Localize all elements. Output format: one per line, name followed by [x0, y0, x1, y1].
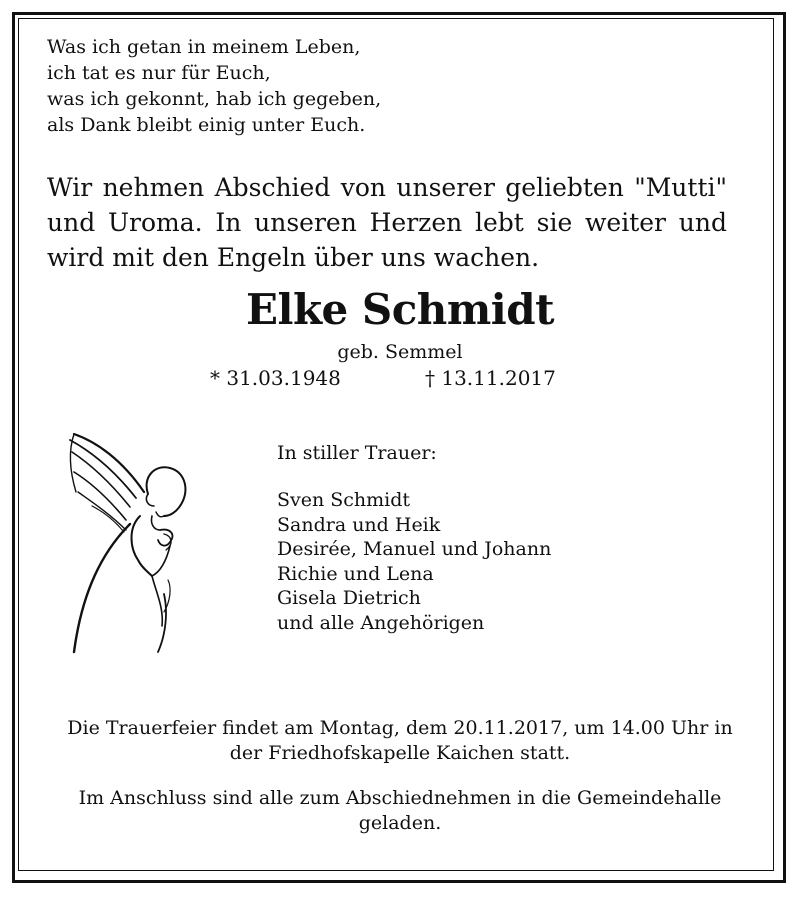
funeral-info — [50, 716, 750, 856]
ceremony-text: Die Trauerfeier findet am Montag, dem 20.11.2017, um 14.00 Uhr in der Friedhofskapelle Kaichen statt. — [67, 717, 733, 764]
farewell-text: Wir nehmen Abschied von unserer geliebten "Mutti" und Uroma. In unseren Herzen lebt sie weiter und wird mit den Engeln über uns wachen. — [47, 173, 727, 272]
poem-line: Was ich getan in meinem Leben, — [47, 36, 361, 58]
poem-line: was ich gekonnt, hab ich gegeben, — [47, 88, 382, 110]
deceased-name: Elke Schmidt — [245, 285, 554, 334]
poem-line: ich tat es nur für Euch, — [47, 62, 271, 84]
mourner-name: Sandra und Heik — [277, 513, 441, 536]
poem-line: als Dank bleibt einig unter Euch. — [47, 114, 366, 136]
mourner-name: und alle Angehörigen — [277, 611, 485, 634]
poem — [47, 34, 381, 138]
mourner-name: Sven Schmidt — [277, 489, 411, 511]
birth-name: geb. Semmel — [337, 341, 463, 363]
death-date: † 13.11.2017 — [425, 366, 556, 390]
reception-text: Im Anschluss sind alle zum Abschiednehmen in die Gemeindehalle geladen. — [78, 787, 722, 834]
mourner-name: Richie und Lena — [277, 562, 434, 585]
mourner-list — [277, 488, 551, 635]
birth-date: * 31.03.1948 — [210, 366, 341, 390]
angel-icon — [52, 412, 202, 662]
mourning-heading: In stiller Trauer: — [277, 442, 437, 464]
mourner-name: Desirée, Manuel und Johann — [277, 538, 552, 560]
mourner-name: Gisela Dietrich — [277, 587, 421, 609]
